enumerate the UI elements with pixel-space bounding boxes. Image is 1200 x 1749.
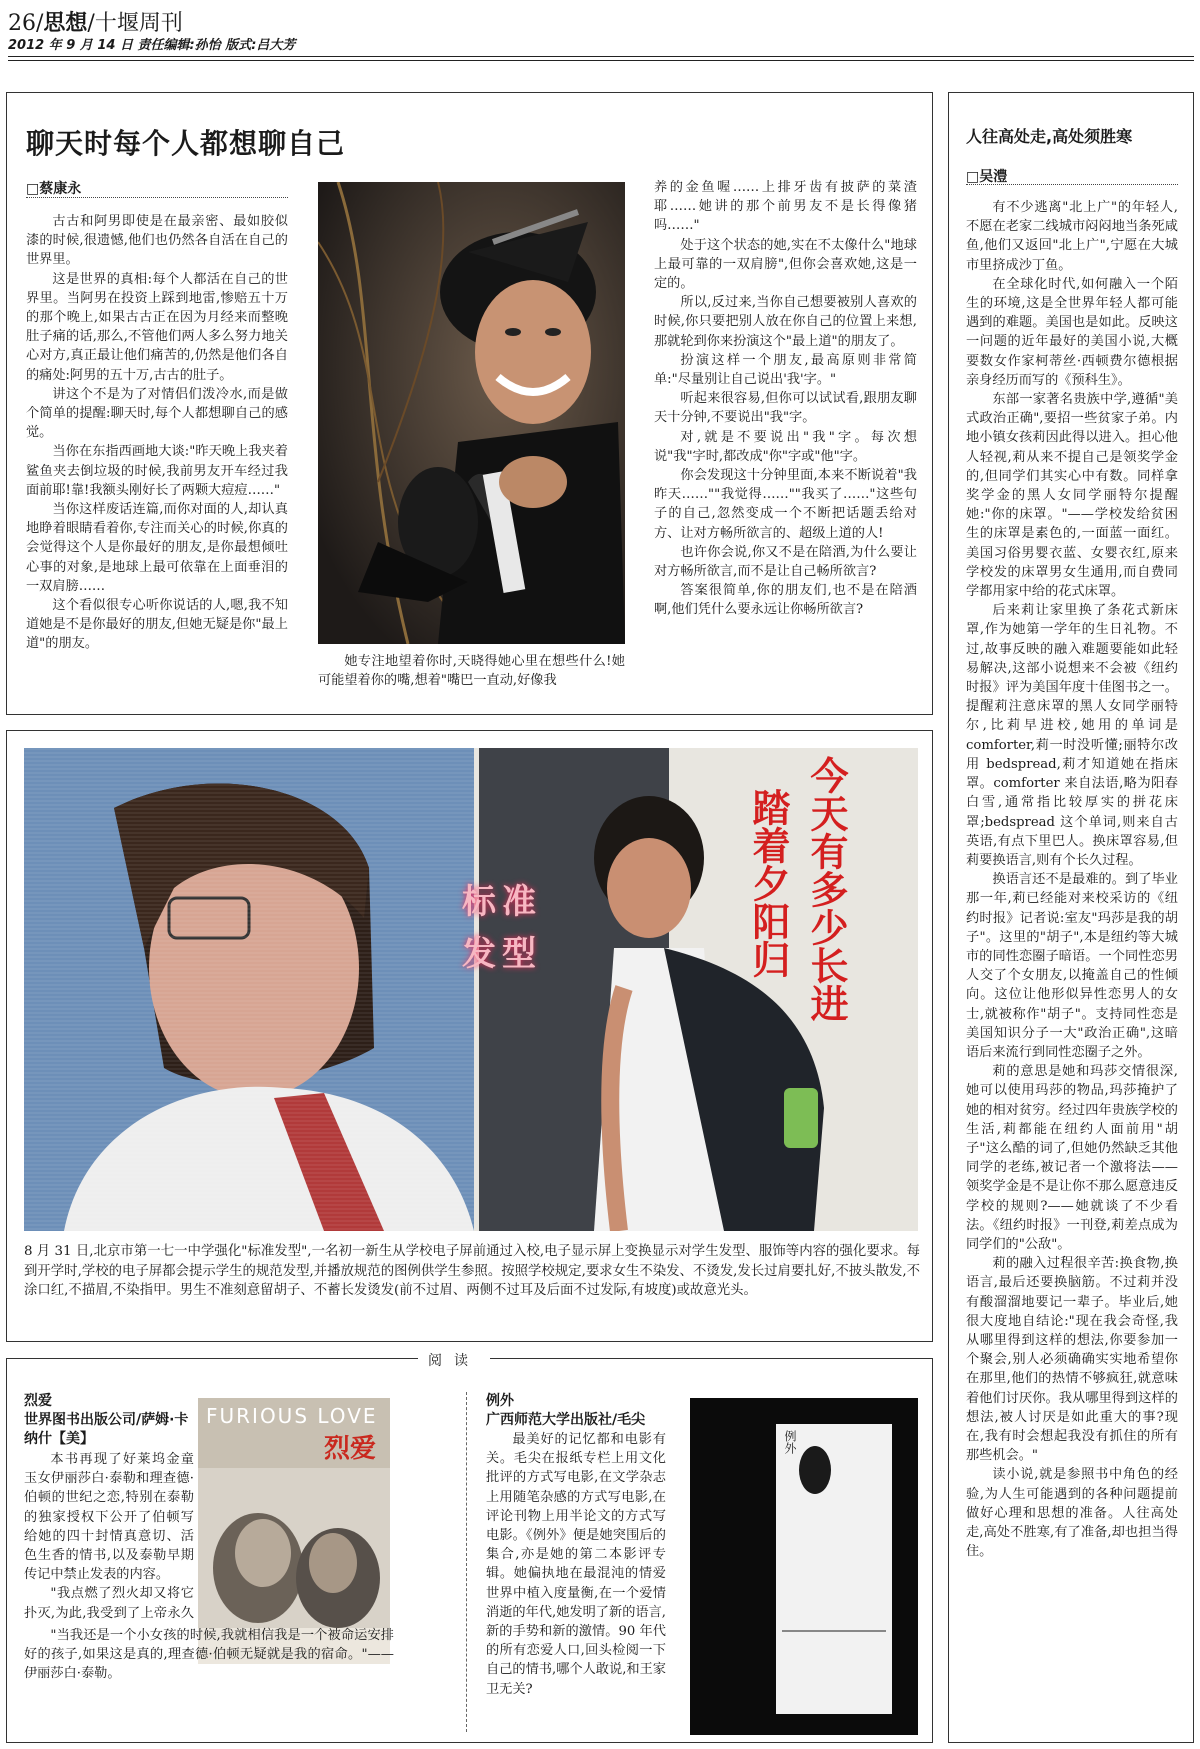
photo-caption: 8 月 31 日,北京市第一七一中学强化"标准发型",一名初一新生从学校电子屏前通过入校,电子显示屏上变换显示对学生发型、服饰等内容的强化要求。每到开学时,学校的电子屏都会提示学生的规范发型,并播放规范的图例供学生参照。按照学校规定,要求女生不染发、不烫发,发长过肩要扎好,不披头散发,不涂口红,不描眉,不染指甲。男生不准刻意留胡子、不蓄长发烫发(前不过眉、两侧不过耳及后面不过发际,有坡度)或故意光头。 [24, 1244, 920, 1298]
paragraph: 也许你会说,你又不是在陪酒,为什么要让对方畅所欲言,而不是让自己畅所欲言? [654, 544, 917, 580]
book1-cover-title-en: FURIOUS LOVE [206, 1404, 378, 1428]
article1-col3 [654, 178, 917, 698]
book1-cover [198, 1398, 390, 1664]
book1-title: 烈爱 [24, 1393, 52, 1409]
reading-divider [466, 1392, 467, 1732]
book1-text-a [24, 1450, 194, 1622]
paper-name: /十堰周刊 [87, 11, 183, 36]
book1-cover-title-cn: 烈爱 [324, 1434, 377, 1464]
screen-sign-line: 发型 [462, 934, 542, 974]
section-name: 思想 [43, 10, 88, 36]
paragraph: 你会发现这十分钟里面,本来不断说着"我昨天……""我觉得……""我买了……"这些句子的自己,忽然变成一个不断把话题丢给对方、让对方畅所欲言的、超级上道的人! [654, 468, 917, 541]
book2-publisher: 广西师范大学出版社/毛尖 [486, 1412, 646, 1428]
paragraph: 后来莉让家里换了条花式新床罩,作为她第一学年的生日礼物。不过,故事反映的融入难题要能如此轻易解决,这部小说想来不会被《纽约时报》评为美国年度十佳图书之一。提醒莉注意床罩的黑人女同学丽特尔,比莉早进校,她用的单词是 comforter,莉一时没听懂;丽特尔改用 bedspread,莉才知道她在指床罩。comforter 来自法语,略为阳春白雪,通常指比较厚实的拼花床罩;bedspread 这个单词,则来自古英语,有点下里巴人。换床罩容易,但莉要换语言,则有个长久过程。 [966, 603, 1178, 868]
page-number: 26/ [8, 11, 44, 36]
article2-author-rule [966, 184, 1178, 185]
article-title: 聊天时每个人都想聊自己 [26, 127, 346, 160]
paragraph: 东部一家著名贵族中学,遵循"美式政治正确",要招一些贫家子弟。内地小镇女孩莉因此得以进入。担心他人轻视,莉从来不提自己是领奖学金的,但同学们其实心中有数。同样拿奖学金的黑人女同学丽特尔提醒她:"你的床罩。"——学校发给贫困生的床罩是素色的,一面蓝一面红。美国习俗男婴衣蓝、女婴衣红,原来学校发的床罩男女生通用,而自费同学都用家中给的花式床罩。 [966, 392, 1178, 600]
article1-col1 [26, 212, 288, 696]
paragraph: 最美好的记忆都和电影有关。毛尖在报纸专栏上用文化批评的方式写电影,在文学杂志上用随笔杂感的方式写电影,在评论刊物上用半论文的方式写电影。《例外》便是她突围后的集合,亦是她的第二本影评专辑。她偏执地在最混沌的情爱世界中植入度量衡,在一个爱情消逝的年代,她发明了新的语言,新的手势和新的激情。90 年代的所有恋爱人口,回头检阅一下自己的情书,哪个人敢说,和王家卫无关? [486, 1432, 666, 1697]
paragraph: 所以,反过来,当你自己想要被别人喜欢的时候,你只要把别人放在你自己的位置上来想,那就轮到你来扮演这个"最上道"的朋友了。 [654, 295, 917, 349]
paragraph: 本书再现了好莱坞金童玉女伊丽莎白·泰勒和理查德·伯顿的世纪之恋,特别在泰勒的独家授权下公开了伯顿写给她的四十封情真意切、活色生香的情书,以及泰勒早期传记中禁止发表的内容。 [24, 1452, 194, 1583]
wall-slogan-left: 踏着夕阳归 [746, 788, 791, 978]
paragraph: 对,就是不要说出"我"字。每次想说"我"字时,都改成"你"字或"他"字。 [654, 429, 917, 464]
paragraph: 听起来很容易,但你可以试试看,跟朋友聊天十分钟,不要说出"我"字。 [654, 391, 917, 426]
reading-section-label: 阅读 [418, 1350, 490, 1370]
paragraph: 莉的意思是她和玛莎交情很深,她可以使用玛莎的物品,玛莎掩护了她的相对贫穷。经过四年贵族学校的生活,莉都能在纽约人面前用"胡子"这么酷的词了,但她仍然缺乏其他同学的老练,被记者一个激将法——领奖学金是不是让你不那么愿意违反学校的规则?——她就谈了不少看法。《纽约时报》一刊登,莉差点成为同学们的"公敌"。 [966, 1064, 1178, 1252]
author-rule [26, 197, 288, 198]
portrait-image [318, 182, 625, 644]
book2-cover-title: 例外 [783, 1430, 797, 1454]
article-author: □蔡康永 [26, 181, 82, 197]
paragraph: 读小说,就是参照书中角色的经验,为人生可能遇到的各种问题提前做好心理和思想的准备。人往高处走,高处不胜寒,有了准备,却也担当得住。 [966, 1467, 1178, 1560]
paragraph: 当你在东指西画地大谈:"昨天晚上我夹着鲨鱼夹去倒垃圾的时候,我前男友开车经过我面前耶!靠!我额头刚好长了两颗大痘痘……" [26, 444, 288, 498]
book2-text [486, 1430, 666, 1735]
paragraph: 她专注地望着你时,天晓得她心里在想些什么!她可能望着你的嘴,想着"嘴巴一直动,好像我 [318, 654, 625, 689]
school-screen-photo [24, 748, 918, 1231]
header-rule-2 [8, 60, 1194, 61]
portrait-photo [318, 182, 625, 644]
article2-body [966, 198, 1178, 1733]
article2-author: □吴澧 [966, 169, 1008, 185]
paragraph: 有不少逃离"北上广"的年轻人,不愿在老家二线城市闷闷地当条死咸鱼,他们又返回"北上广",宁愿在大城市里挤成沙丁鱼。 [966, 200, 1178, 273]
book2-cover [690, 1398, 918, 1735]
paragraph: 当你这样废话连篇,而你对面的人,却认真地睁着眼睛看着你,专注而关心的时候,你真的会觉得这个人是你最好的朋友,是你最想倾吐心事的对象,是地球上最可依靠在上面垂泪的一双肩膀…… [26, 502, 288, 594]
paragraph: 换语言还不是最难的。到了毕业那一年,莉已经能对来校采访的《纽约时报》记者说:室友"玛莎是我的胡子"。这里的"胡子",本是纽约等大城市的同性恋圈子暗语。一个同性恋男人交了个女朋友,以掩盖自己的性倾向。这位让他形似异性恋男人的女士,就被称作"胡子"。支持同性恋是美国知识分子一大"政治正确",这暗语后来流行到同性恋圈子之外。 [966, 872, 1178, 1060]
paragraph: 扮演这样一个朋友,最高原则非常简单:"尽量别让自己说出'我'字。" [654, 352, 917, 388]
screen-sign-text [462, 876, 542, 980]
portrait-caption [318, 652, 625, 700]
book1-header [24, 1392, 194, 1449]
screen-sign-line: 标准 [462, 882, 542, 922]
paragraph: 在全球化时代,如何融入一个陌生的环境,这是全世界年轻人都可能遇到的难题。美国也是如此。反映这一问题的近年最好的美国小说,大概要数女作家柯蒂丝·西顿费尔德根据亲身经历而写的《预科生》。 [966, 276, 1178, 388]
paragraph: 这是世界的真相:每个人都活在自己的世界里。当阿男在投资上踩到地雷,惨赔五十万的那个晚上,如果古古正在因为月经来而整晚肚子痛的话,那么,不管他们两人多么努力地关心对方,真正最让他们痛苦的,仍然是他们各自的痛处:阿男的五十万,古古的肚子。 [26, 271, 288, 383]
book2-title: 例外 [486, 1393, 514, 1409]
paragraph: 古古和阿男即使是在最亲密、最如胶似漆的时候,很遗憾,他们也仍然各自活在自己的世界里。 [26, 214, 288, 268]
dateline: 2012 年 9 月 14 日 责任编辑:孙怡 版式:吕大芳 [8, 38, 296, 53]
paragraph: 讲这个不是为了对情侣们泼冷水,而是做个简单的提醒:聊天时,每个人都想聊自己的感觉。 [26, 386, 288, 441]
paragraph: "当我还是一个小女孩的时候,我就相信我是一个被命运安排好的孩子,如果这是真的,理查德·伯顿无疑就是我的宿命。"——伊丽莎白·泰勒。 [24, 1628, 394, 1682]
paragraph: 这个看似很专心听你说话的人,嗯,我不知道她是不是你最好的朋友,但她无疑是你"最上道"的朋友。 [26, 598, 288, 652]
paragraph: 答案很简单,你的朋友们,也不是在陪酒啊,他们凭什么要永远让你畅所欲言? [654, 583, 917, 618]
paragraph: 处于这个状态的她,实在不太像什么"地球上最可靠的一双肩膀",但你会喜欢她,这是一定的。 [654, 237, 917, 292]
article2-title: 人往高处走,高处须胜寒 [966, 127, 1133, 146]
paragraph: "我点燃了烈火却又将它扑灭,为此,我受到了上帝永久 [24, 1586, 194, 1621]
book1-text-b [24, 1626, 394, 1736]
book2-header [486, 1392, 666, 1430]
paragraph: 养的金鱼喔……上排牙齿有披萨的菜渣耶……她讲的那个前男友不是长得像猪吗……" [654, 180, 917, 234]
paragraph: 莉的融入过程很辛苦:换食物,换语言,最后还要换脑筋。不过莉并没有酸溜溜地要记一辈子。毕业后,她很大度地自结论:"现在我会奇怪,我从哪里得到这样的想法,你要参加一个聚会,别人必须确确实实地希望你在那里,他们的热情不够疯狂,就意味着他们讨厌你。我从哪里得到这样的想法,被人讨厌是如此重大的事?现在,我有时会想起我没有抓住的所有那些机会。" [966, 1256, 1178, 1464]
book1-publisher: 世界图书出版公司/萨姆·卡纳什【美】 [24, 1412, 189, 1447]
book2-cover-image [690, 1398, 918, 1735]
wall-slogan-right: 今天有多少长进 [804, 756, 849, 1022]
header-rule [8, 56, 1194, 57]
page-header [8, 6, 183, 37]
